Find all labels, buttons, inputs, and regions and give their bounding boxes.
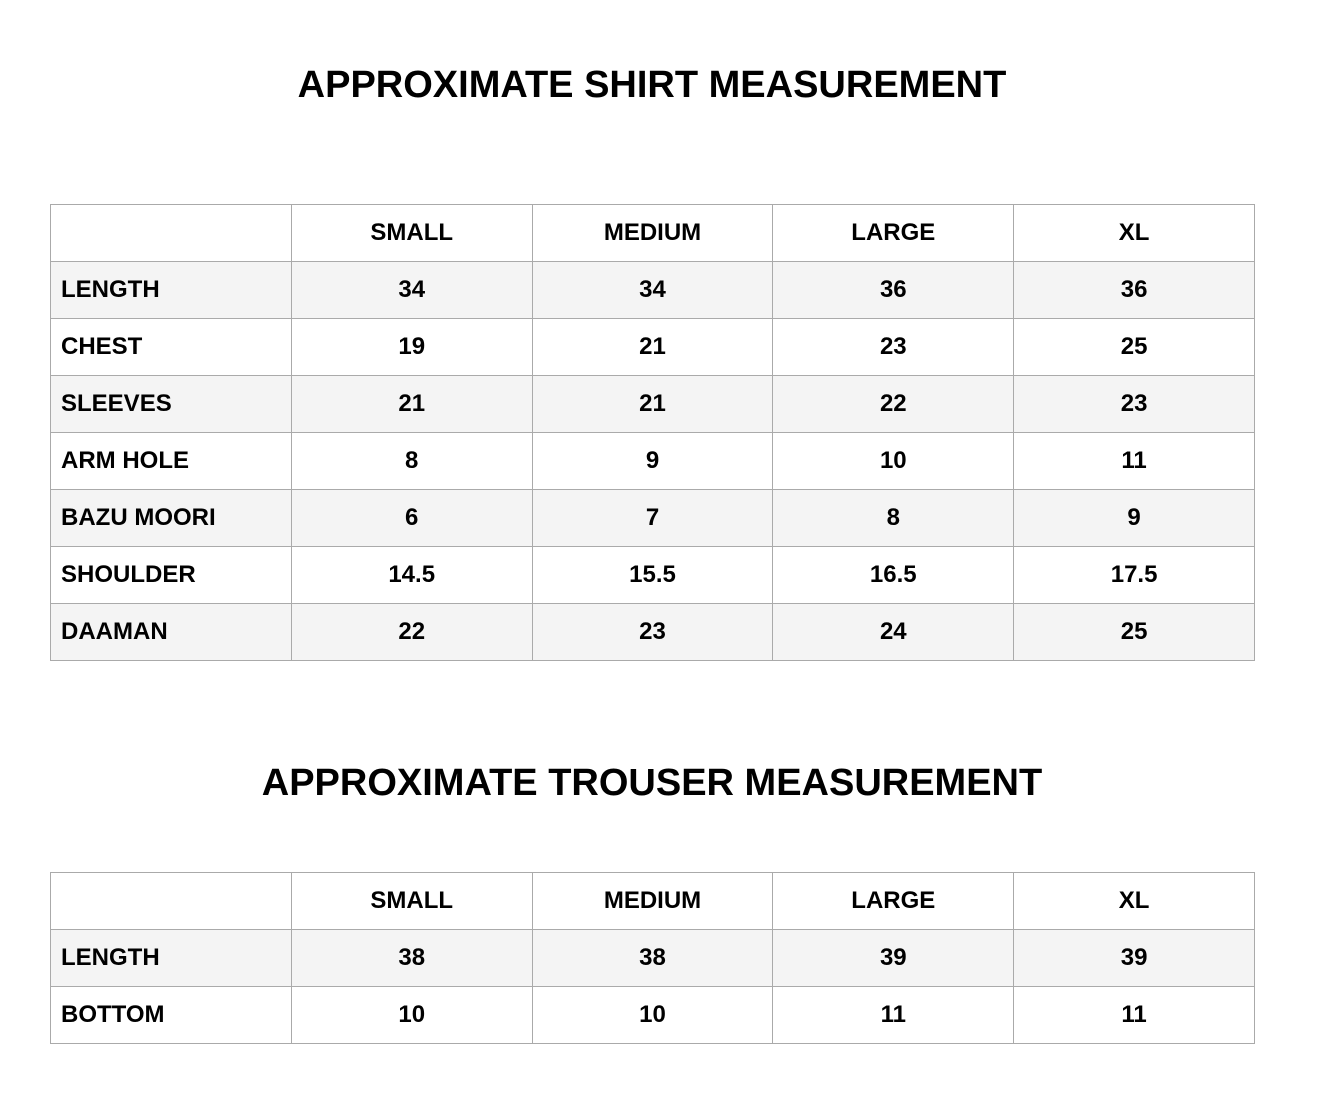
cell-value: 9	[1014, 490, 1255, 547]
cell-value: 36	[773, 262, 1014, 319]
row-label-bazu-moori: BAZU MOORI	[51, 490, 292, 547]
cell-value: 22	[291, 604, 532, 661]
table-row	[51, 987, 1255, 1044]
cell-value: 25	[1014, 604, 1255, 661]
column-header-small: SMALL	[291, 873, 532, 930]
cell-value: 22	[773, 376, 1014, 433]
table-row	[51, 490, 1255, 547]
shirt-size-table	[50, 204, 1255, 661]
cell-value: 19	[291, 319, 532, 376]
cell-value: 9	[532, 433, 773, 490]
column-header-medium: MEDIUM	[532, 205, 773, 262]
cell-value: 10	[291, 987, 532, 1044]
row-label-bottom: BOTTOM	[51, 987, 292, 1044]
cell-value: 38	[291, 930, 532, 987]
cell-value: 23	[1014, 376, 1255, 433]
cell-value: 38	[532, 930, 773, 987]
cell-value: 25	[1014, 319, 1255, 376]
table-row	[51, 547, 1255, 604]
cell-value: 11	[773, 987, 1014, 1044]
column-header-blank	[51, 205, 292, 262]
cell-value: 34	[291, 262, 532, 319]
table-row	[51, 319, 1255, 376]
cell-value: 39	[1014, 930, 1255, 987]
cell-value: 10	[773, 433, 1014, 490]
cell-value: 23	[532, 604, 773, 661]
table-row	[51, 433, 1255, 490]
table-row	[51, 262, 1255, 319]
cell-value: 39	[773, 930, 1014, 987]
column-header-small: SMALL	[291, 205, 532, 262]
cell-value: 8	[291, 433, 532, 490]
cell-value: 15.5	[532, 547, 773, 604]
column-header-medium: MEDIUM	[532, 873, 773, 930]
row-label-arm-hole: ARM HOLE	[51, 433, 292, 490]
cell-value: 21	[532, 376, 773, 433]
row-label-length: LENGTH	[51, 262, 292, 319]
row-label-sleeves: SLEEVES	[51, 376, 292, 433]
cell-value: 21	[291, 376, 532, 433]
cell-value: 34	[532, 262, 773, 319]
cell-value: 8	[773, 490, 1014, 547]
column-header-xl: XL	[1014, 205, 1255, 262]
cell-value: 23	[773, 319, 1014, 376]
cell-value: 11	[1014, 987, 1255, 1044]
cell-value: 14.5	[291, 547, 532, 604]
table-header-row	[51, 205, 1255, 262]
row-label-shoulder: SHOULDER	[51, 547, 292, 604]
cell-value: 17.5	[1014, 547, 1255, 604]
column-header-xl: XL	[1014, 873, 1255, 930]
table-row	[51, 930, 1255, 987]
cell-value: 36	[1014, 262, 1255, 319]
shirt-measurement-title: APPROXIMATE SHIRT MEASUREMENT	[297, 64, 1007, 106]
column-header-large: LARGE	[773, 205, 1014, 262]
column-header-blank	[51, 873, 292, 930]
row-label-chest: CHEST	[51, 319, 292, 376]
cell-value: 11	[1014, 433, 1255, 490]
table-row	[51, 376, 1255, 433]
cell-value: 24	[773, 604, 1014, 661]
table-header-row	[51, 873, 1255, 930]
cell-value: 21	[532, 319, 773, 376]
cell-value: 16.5	[773, 547, 1014, 604]
trouser-measurement-title: APPROXIMATE TROUSER MEASUREMENT	[261, 762, 1043, 804]
table-row	[51, 604, 1255, 661]
row-label-daaman: DAAMAN	[51, 604, 292, 661]
row-label-length: LENGTH	[51, 930, 292, 987]
cell-value: 10	[532, 987, 773, 1044]
cell-value: 7	[532, 490, 773, 547]
column-header-large: LARGE	[773, 873, 1014, 930]
cell-value: 6	[291, 490, 532, 547]
trouser-size-table	[50, 872, 1255, 1044]
